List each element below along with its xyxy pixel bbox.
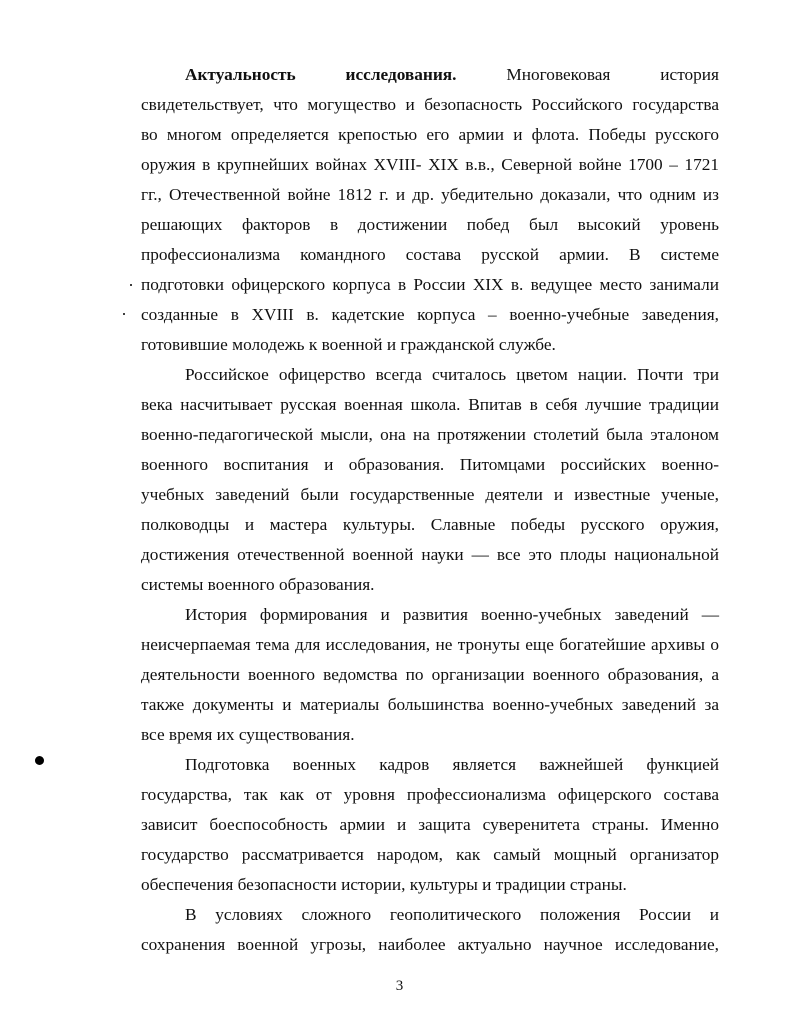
paragraph-3 — [141, 600, 719, 750]
text-line: сохранения военной угрозы, наиболее актуально научное исследование, — [141, 935, 719, 954]
scan-mark — [35, 756, 44, 765]
text-line: военного воспитания и образования. Питомцами российских военно- — [141, 455, 719, 474]
paragraph-2 — [141, 360, 719, 600]
paragraph-5 — [141, 900, 719, 960]
text-line: профессионализма командного состава русской армии. В системе — [141, 245, 719, 264]
text-line: века насчитывает русская военная школа. Впитав в себя лучшие традиции — [141, 395, 719, 414]
paragraph-1 — [141, 60, 719, 360]
text-line: готовившие молодежь к военной и гражданской службе. — [141, 335, 556, 354]
text-line: также документы и материалы большинства военно-учебных заведений за — [141, 695, 719, 714]
text-line: оружия в крупнейших войнах XVIII- XIX в.в., Северной войне 1700 – 1721 — [141, 155, 719, 174]
text-line: все время их существования. — [141, 725, 355, 744]
text-line: учебных заведений были государственные деятели и известные ученые, — [141, 485, 719, 504]
text-line: Российское офицерство всегда считалось цветом нации. Почти три — [185, 365, 719, 384]
section-heading: Актуальность исследования. — [185, 65, 457, 84]
text-line: решающих факторов в достижении побед был высокий уровень — [141, 215, 719, 234]
text-line: государства, так как от уровня профессионализма офицерского состава — [141, 785, 719, 804]
text-line: Актуальность исследования. Многовековая история — [185, 65, 719, 84]
text-line: военно-педагогической мысли, она на протяжении столетий была эталоном — [141, 425, 719, 444]
text-line: История формирования и развития военно-учебных заведений — — [185, 605, 719, 624]
text-line: во многом определяется крепостью его армии и флота. Победы русского — [141, 125, 719, 144]
text-line: созданные в XVIII в. кадетские корпуса – военно-учебные заведения, — [141, 305, 719, 324]
text-line: достижения отечественной военной науки — все это плоды национальной — [141, 545, 719, 564]
text-line: деятельности военного ведомства по организации военного образования, а — [141, 665, 719, 684]
text-line: системы военного образования. — [141, 575, 375, 594]
text-line: свидетельствует, что могущество и безопасность Российского государства — [141, 95, 719, 114]
text-line: государство рассматривается народом, как самый мощный организатор — [141, 845, 719, 864]
text-line: зависит боеспособность армии и защита суверенитета страны. Именно — [141, 815, 719, 834]
text-line: подготовки офицерского корпуса в России XIX в. ведущее место занимали — [141, 275, 719, 294]
text-line: В условиях сложного геополитического положения России и — [185, 905, 719, 924]
text-line: гг., Отечественной войне 1812 г. и др. убедительно доказали, что одним из — [141, 185, 719, 204]
text-line: полководцы и мастера культуры. Славные победы русского оружия, — [141, 515, 719, 534]
text-line: Подготовка военных кадров является важнейшей функцией — [185, 755, 719, 774]
text-line: обеспечения безопасности истории, культуры и традиции страны. — [141, 875, 627, 894]
page-number: 3 — [395, 978, 404, 994]
scan-speck — [130, 284, 132, 286]
scan-speck — [123, 313, 125, 315]
paragraph-4 — [141, 750, 719, 900]
text-line: неисчерпаемая тема для исследования, не тронуты еще богатейшие архивы о — [141, 635, 719, 654]
